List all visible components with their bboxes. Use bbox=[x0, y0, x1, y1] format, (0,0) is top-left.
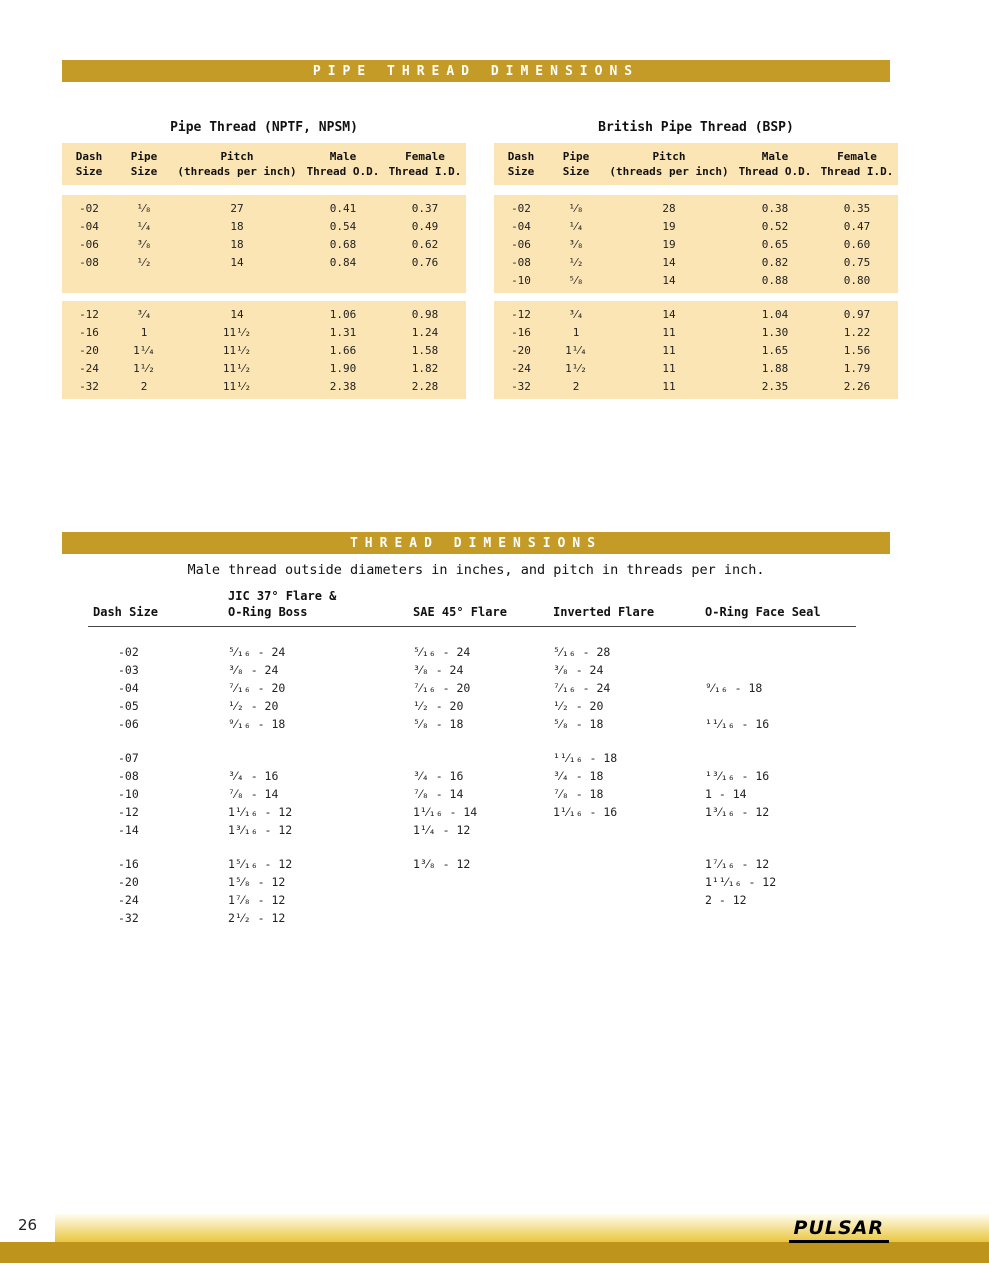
table-cell: 2.26 bbox=[843, 379, 871, 393]
table-cell: 1¹⁄₁₆ - 12 bbox=[228, 805, 293, 819]
table-cell: -20 bbox=[118, 875, 139, 889]
table-row bbox=[88, 891, 856, 909]
table-row bbox=[62, 199, 466, 217]
table-row bbox=[88, 803, 856, 821]
table-cell: ¹⁄₄ bbox=[136, 219, 152, 233]
column-header-line: Pipe bbox=[130, 150, 158, 163]
table-cell: -20 bbox=[511, 343, 531, 357]
thread-dimensions-banner-text: THREAD DIMENSIONS bbox=[349, 535, 603, 551]
table-row bbox=[494, 305, 898, 323]
table-row bbox=[494, 359, 898, 377]
table-cell: 2.38 bbox=[329, 379, 357, 393]
table-cell: ¹¹⁄₁₆ - 16 bbox=[705, 717, 770, 731]
column-header bbox=[384, 149, 466, 179]
table-cell: -07 bbox=[118, 751, 139, 765]
column-header bbox=[494, 149, 548, 179]
column-header-line: Inverted Flare bbox=[553, 605, 655, 619]
table-cell: 1.79 bbox=[843, 361, 871, 375]
table-row bbox=[88, 873, 856, 891]
table-cell: 1¹⁄₄ bbox=[565, 343, 587, 357]
table-cell: ⁷⁄₈ - 14 bbox=[228, 787, 279, 801]
table-cell: 1⁷⁄₈ - 12 bbox=[228, 893, 286, 907]
table-row bbox=[62, 217, 466, 235]
table-cell: ³⁄₄ bbox=[568, 307, 584, 321]
table-cell: 0.60 bbox=[843, 237, 871, 251]
column-header bbox=[734, 149, 816, 179]
pipe-table-row-group bbox=[62, 301, 466, 399]
table-cell: -24 bbox=[79, 361, 99, 375]
table-cell: 0.52 bbox=[761, 219, 789, 233]
table-cell: 18 bbox=[230, 219, 244, 233]
table-cell: 0.47 bbox=[843, 219, 871, 233]
column-header-line: Dash bbox=[75, 150, 103, 163]
table-cell: ⁵⁄₁₆ - 24 bbox=[228, 645, 286, 659]
table-cell: 0.38 bbox=[761, 201, 789, 215]
pipe-table-row-group bbox=[494, 195, 898, 293]
column-header-line: (threads per inch) bbox=[609, 165, 729, 178]
table-row bbox=[62, 323, 466, 341]
thread-table-row-group bbox=[88, 855, 856, 927]
footer-gold-bar bbox=[0, 1242, 989, 1263]
table-cell: 0.37 bbox=[411, 201, 439, 215]
table-cell: 1.31 bbox=[329, 325, 357, 339]
pipe-table-header-row bbox=[62, 143, 466, 185]
table-cell: 1 bbox=[572, 325, 580, 339]
column-header-line: Thread I.D. bbox=[388, 165, 462, 178]
column-header-line: Thread O.D. bbox=[738, 165, 812, 178]
table-cell: -02 bbox=[511, 201, 531, 215]
thread-dimensions-section-banner bbox=[62, 532, 890, 554]
table-cell: 2 bbox=[572, 379, 580, 393]
table-cell: -02 bbox=[79, 201, 99, 215]
table-cell: ⁵⁄₁₆ - 24 bbox=[413, 645, 471, 659]
column-header bbox=[88, 604, 228, 620]
table-cell: 14 bbox=[662, 273, 676, 287]
table-cell: 1³⁄₁₆ - 12 bbox=[228, 823, 293, 837]
table-row bbox=[62, 359, 466, 377]
table-cell: -14 bbox=[118, 823, 139, 837]
table-cell: 1³⁄₈ - 12 bbox=[413, 857, 471, 871]
table-cell: 1.88 bbox=[761, 361, 789, 375]
pipe-table-row-group bbox=[62, 195, 466, 293]
column-header-line: SAE 45° Flare bbox=[413, 605, 507, 619]
table-cell: ⁷⁄₁₆ - 20 bbox=[413, 681, 471, 695]
table-cell: 11¹⁄₂ bbox=[222, 361, 252, 375]
table-cell: ³⁄₄ - 18 bbox=[553, 769, 604, 783]
thread-table-row-group bbox=[88, 643, 856, 733]
table-cell: 2.28 bbox=[411, 379, 439, 393]
table-cell: ¹¹⁄₁₆ - 18 bbox=[553, 751, 618, 765]
table-cell: 1 bbox=[140, 325, 148, 339]
table-cell: ¹⁄₂ - 20 bbox=[413, 699, 464, 713]
column-header-line: Thread O.D. bbox=[306, 165, 380, 178]
table-row bbox=[88, 785, 856, 803]
table-cell: ⁷⁄₁₆ - 24 bbox=[553, 681, 611, 695]
column-header-line: Pitch bbox=[652, 150, 686, 163]
table-cell: 14 bbox=[662, 255, 676, 269]
table-cell: 0.49 bbox=[411, 219, 439, 233]
table-cell: ³⁄₈ - 24 bbox=[228, 663, 279, 677]
table-cell: ³⁄₈ - 24 bbox=[553, 663, 604, 677]
table-cell: ⁷⁄₈ - 18 bbox=[553, 787, 604, 801]
table-cell: 0.76 bbox=[411, 255, 439, 269]
table-cell: 1¹⁄₄ bbox=[133, 343, 155, 357]
table-row bbox=[62, 305, 466, 323]
table-cell: ³⁄₈ bbox=[136, 237, 152, 251]
table-cell: 0.41 bbox=[329, 201, 357, 215]
table-cell: 0.35 bbox=[843, 201, 871, 215]
table-cell: ⁵⁄₈ bbox=[568, 273, 584, 287]
column-header bbox=[228, 588, 413, 620]
column-header-line: O-Ring Boss bbox=[228, 605, 308, 619]
table-row bbox=[88, 767, 856, 785]
table-cell: -24 bbox=[511, 361, 531, 375]
table-cell: 1.90 bbox=[329, 361, 357, 375]
column-header bbox=[705, 604, 856, 620]
table-row bbox=[62, 253, 466, 271]
table-cell: 1.65 bbox=[761, 343, 789, 357]
table-cell: -32 bbox=[118, 911, 139, 925]
table-cell: ¹⁄₂ bbox=[568, 255, 584, 269]
table-cell: -04 bbox=[118, 681, 139, 695]
table-cell: ⁵⁄₁₆ - 28 bbox=[553, 645, 611, 659]
table-cell: 0.65 bbox=[761, 237, 789, 251]
table-row bbox=[494, 253, 898, 271]
table-cell: 1.66 bbox=[329, 343, 357, 357]
table-row bbox=[62, 341, 466, 359]
column-header-line: Size bbox=[562, 165, 590, 178]
table-cell: 1.22 bbox=[843, 325, 871, 339]
table-row bbox=[88, 855, 856, 873]
pipe-table-group-zone bbox=[494, 195, 898, 301]
table-row bbox=[88, 697, 856, 715]
column-header bbox=[62, 149, 116, 179]
table-cell: 2 - 12 bbox=[705, 893, 747, 907]
table-cell: 1⁵⁄₁₆ - 12 bbox=[228, 857, 293, 871]
column-header-line: Female bbox=[405, 150, 445, 163]
table-cell: 0.98 bbox=[411, 307, 439, 321]
thread-table-row-group bbox=[88, 749, 856, 839]
column-header-line: Dash bbox=[507, 150, 535, 163]
column-header bbox=[116, 149, 172, 179]
column-header bbox=[553, 604, 705, 620]
table-cell: -16 bbox=[79, 325, 99, 339]
table-cell: 0.62 bbox=[411, 237, 439, 251]
table-cell: 1.24 bbox=[411, 325, 439, 339]
table-cell: 19 bbox=[662, 219, 676, 233]
table-cell: ⁷⁄₈ - 14 bbox=[413, 787, 464, 801]
table-row bbox=[88, 715, 856, 733]
table-row bbox=[62, 235, 466, 253]
table-cell: 1¹⁄₂ bbox=[565, 361, 587, 375]
table-cell: 11¹⁄₂ bbox=[222, 343, 252, 357]
table-cell: -08 bbox=[118, 769, 139, 783]
pipe-thread-tables-area bbox=[62, 120, 898, 399]
table-row bbox=[88, 679, 856, 697]
column-header bbox=[413, 604, 553, 620]
table-cell: 18 bbox=[230, 237, 244, 251]
table-cell: ¹⁄₂ - 20 bbox=[228, 699, 279, 713]
table-row bbox=[494, 199, 898, 217]
table-cell: 11¹⁄₂ bbox=[222, 325, 252, 339]
table-cell: 1.56 bbox=[843, 343, 871, 357]
table-row bbox=[88, 661, 856, 679]
table-cell: ¹⁄₈ bbox=[136, 201, 152, 215]
table-cell: -10 bbox=[118, 787, 139, 801]
column-header-line: Size bbox=[130, 165, 158, 178]
table-cell: 1¹⁄₁₆ - 14 bbox=[413, 805, 478, 819]
column-header-line: O-Ring Face Seal bbox=[705, 605, 821, 619]
column-header bbox=[172, 149, 302, 179]
table-cell: -02 bbox=[118, 645, 139, 659]
column-header-line: Pipe bbox=[562, 150, 590, 163]
table-cell: 1.06 bbox=[329, 307, 357, 321]
table-cell: 1.58 bbox=[411, 343, 439, 357]
table-cell: 1⁵⁄₈ - 12 bbox=[228, 875, 286, 889]
table-row bbox=[494, 235, 898, 253]
table-row bbox=[62, 377, 466, 395]
table-cell: -04 bbox=[79, 219, 99, 233]
column-header-line: Thread I.D. bbox=[820, 165, 894, 178]
table-cell: -20 bbox=[79, 343, 99, 357]
table-cell: 2.35 bbox=[761, 379, 789, 393]
pipe-thread-banner-text: PIPE THREAD DIMENSIONS bbox=[312, 63, 640, 79]
table-cell: 11¹⁄₂ bbox=[222, 379, 252, 393]
table-cell: -08 bbox=[79, 255, 99, 269]
pipe-thread-section-banner bbox=[62, 60, 890, 82]
table-cell: 1.30 bbox=[761, 325, 789, 339]
table-cell: ⁵⁄₈ - 18 bbox=[553, 717, 604, 731]
table-cell: 0.75 bbox=[843, 255, 871, 269]
table-cell: 1¹⁄₄ - 12 bbox=[413, 823, 471, 837]
table-cell: 0.82 bbox=[761, 255, 789, 269]
pulsar-logo: PULSAR bbox=[789, 1217, 889, 1243]
table-cell: -05 bbox=[118, 699, 139, 713]
table-cell: -12 bbox=[79, 307, 99, 321]
table-row bbox=[88, 749, 856, 767]
table-cell: 11 bbox=[662, 361, 676, 375]
table-cell: 1¹¹⁄₁₆ - 12 bbox=[705, 875, 777, 889]
table-cell: 0.80 bbox=[843, 273, 871, 287]
table-cell: 0.97 bbox=[843, 307, 871, 321]
column-header-line: Male bbox=[761, 150, 789, 163]
table-row bbox=[494, 323, 898, 341]
table-cell: ³⁄₄ bbox=[136, 307, 152, 321]
table-cell: ³⁄₈ - 24 bbox=[413, 663, 464, 677]
table-cell: -12 bbox=[511, 307, 531, 321]
table-cell: -03 bbox=[118, 663, 139, 677]
table-cell: 2¹⁄₂ - 12 bbox=[228, 911, 286, 925]
column-header-line: Size bbox=[75, 165, 103, 178]
table-cell: -12 bbox=[118, 805, 139, 819]
table-cell: 27 bbox=[230, 201, 244, 215]
table-cell: ¹³⁄₁₆ - 16 bbox=[705, 769, 770, 783]
table-row bbox=[494, 377, 898, 395]
pipe-table-group-zone bbox=[62, 195, 466, 301]
thread-dimensions-subtitle: Male thread outside diameters in inches, and pitch in threads per inch. bbox=[187, 562, 765, 578]
column-header-line: Size bbox=[507, 165, 535, 178]
table-cell: ¹⁄₂ - 20 bbox=[553, 699, 604, 713]
table-cell: -32 bbox=[79, 379, 99, 393]
table-cell: -32 bbox=[511, 379, 531, 393]
pipe-thread-table-bsp bbox=[494, 120, 898, 399]
table-cell: 14 bbox=[230, 255, 244, 269]
table-cell: ⁵⁄₈ - 18 bbox=[413, 717, 464, 731]
table-cell: -24 bbox=[118, 893, 139, 907]
table-cell: -16 bbox=[511, 325, 531, 339]
column-header-line: Male bbox=[329, 150, 357, 163]
column-header-line: JIC 37° Flare & bbox=[228, 589, 337, 603]
table-cell: 0.84 bbox=[329, 255, 357, 269]
table-cell: -08 bbox=[511, 255, 531, 269]
column-header bbox=[816, 149, 898, 179]
pipe-table-row-group bbox=[494, 301, 898, 399]
pipe-thread-table-nptf-npsm bbox=[62, 120, 466, 399]
table-cell: 11 bbox=[662, 325, 676, 339]
table-row bbox=[88, 821, 856, 839]
thread-dimensions-table bbox=[88, 588, 856, 927]
table-cell: ⁹⁄₁₆ - 18 bbox=[228, 717, 286, 731]
table-cell: ¹⁄₄ bbox=[568, 219, 584, 233]
table-cell: 19 bbox=[662, 237, 676, 251]
table-cell: 0.88 bbox=[761, 273, 789, 287]
table-cell: ¹⁄₂ bbox=[136, 255, 152, 269]
table-cell: 0.54 bbox=[329, 219, 357, 233]
table-cell: 14 bbox=[662, 307, 676, 321]
table-row bbox=[88, 909, 856, 927]
thread-table-header-row bbox=[88, 588, 856, 627]
table-cell: -06 bbox=[511, 237, 531, 251]
pipe-table-title: British Pipe Thread (BSP) bbox=[598, 120, 794, 135]
column-header bbox=[302, 149, 384, 179]
table-cell: 1¹⁄₁₆ - 16 bbox=[553, 805, 618, 819]
table-cell: 0.68 bbox=[329, 237, 357, 251]
table-cell: 1³⁄₁₆ - 12 bbox=[705, 805, 770, 819]
table-cell: ³⁄₈ bbox=[568, 237, 584, 251]
table-cell: ³⁄₄ - 16 bbox=[228, 769, 279, 783]
column-header bbox=[604, 149, 734, 179]
table-cell: 11 bbox=[662, 343, 676, 357]
table-cell: -06 bbox=[118, 717, 139, 731]
table-cell: 1⁷⁄₁₆ - 12 bbox=[705, 857, 770, 871]
table-row bbox=[494, 341, 898, 359]
table-cell: 1¹⁄₂ bbox=[133, 361, 155, 375]
table-cell: -16 bbox=[118, 857, 139, 871]
table-cell: 28 bbox=[662, 201, 676, 215]
table-cell: ⁹⁄₁₆ - 18 bbox=[705, 681, 763, 695]
table-row bbox=[88, 643, 856, 661]
table-cell: 1 - 14 bbox=[705, 787, 747, 801]
column-header-line: (threads per inch) bbox=[177, 165, 297, 178]
table-cell: 2 bbox=[140, 379, 148, 393]
column-header-line: Female bbox=[837, 150, 877, 163]
pipe-table-title: Pipe Thread (NPTF, NPSM) bbox=[170, 120, 358, 135]
table-cell: 1.82 bbox=[411, 361, 439, 375]
table-cell: ³⁄₄ - 16 bbox=[413, 769, 464, 783]
table-cell: 1.04 bbox=[761, 307, 789, 321]
table-row bbox=[494, 271, 898, 289]
page-number: 26 bbox=[18, 1216, 38, 1234]
table-cell: -04 bbox=[511, 219, 531, 233]
table-cell: -10 bbox=[511, 273, 531, 287]
table-cell: 14 bbox=[230, 307, 244, 321]
table-cell: 11 bbox=[662, 379, 676, 393]
pipe-table-header-row bbox=[494, 143, 898, 185]
table-row bbox=[494, 217, 898, 235]
column-header bbox=[548, 149, 604, 179]
column-header-line: Dash Size bbox=[93, 605, 159, 619]
table-cell: -06 bbox=[79, 237, 99, 251]
table-cell: ⁷⁄₁₆ - 20 bbox=[228, 681, 286, 695]
column-header-line: Pitch bbox=[220, 150, 254, 163]
table-cell: ¹⁄₈ bbox=[568, 201, 584, 215]
